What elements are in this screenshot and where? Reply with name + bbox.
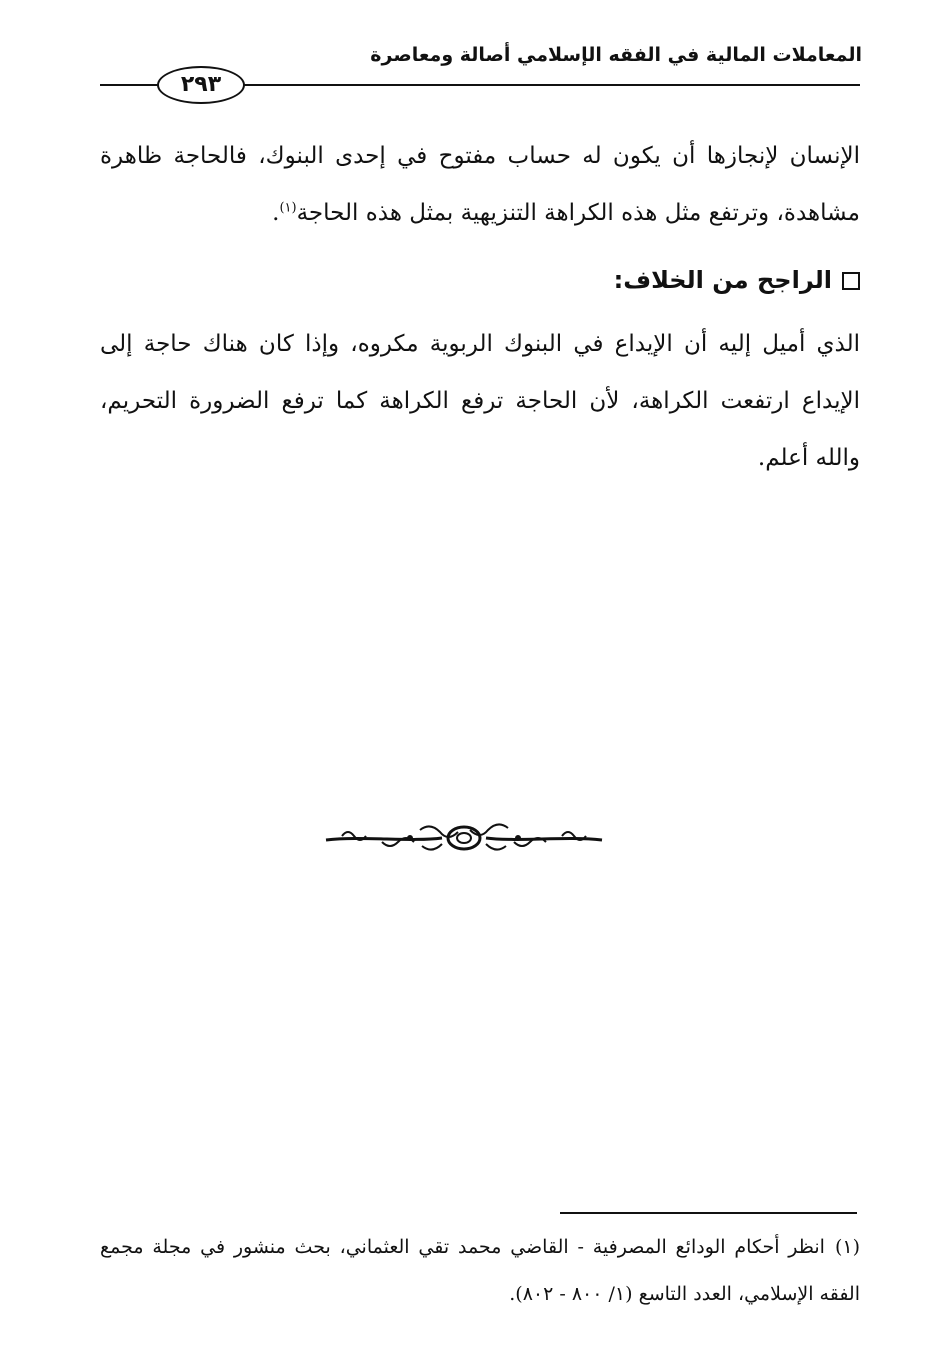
ornament-divider-icon	[322, 818, 606, 858]
footnote	[100, 1224, 860, 1318]
footnote-marker: (١)	[834, 1236, 860, 1258]
paragraph-1-text: الإنسان لإنجازها أن يكون له حساب مفتوح في إحدى البنوك، فالحاجة ظاهرة مشاهدة، وترتفع مثل هذه الكراهة التنزيهية بمثل هذه الحاجة	[100, 143, 860, 226]
page-number: ٢٩٣	[157, 66, 245, 104]
paragraph-1-end: .	[272, 200, 280, 226]
paragraph-2: الذي أميل إليه أن الإيداع في البنوك الربوية مكروه، وإذا كان هناك حاجة إلى الإيداع ارتفعت الكراهة، لأن الحاجة ترفع الكراهة كما ترفع الضرورة التحريم، والله أعلم.	[100, 331, 860, 471]
square-bullet-icon	[842, 272, 860, 290]
section-heading-text: الراجح من الخلاف:	[613, 266, 832, 294]
section-heading	[100, 260, 860, 300]
footnote-text: انظر أحكام الودائع المصرفية - القاضي محمد تقي العثماني، بحث منشور في مجلة مجمع الفقه الإسلامي، العدد التاسع (١/ ٨٠٠ - ٨٠٢).	[100, 1236, 860, 1305]
header-title: المعاملات المالية في الفقه الإسلامي أصالة ومعاصرة	[370, 44, 862, 66]
footnote-rule	[560, 1212, 857, 1214]
paragraph-1	[100, 128, 860, 242]
footnote-reference: (١)	[279, 200, 297, 216]
